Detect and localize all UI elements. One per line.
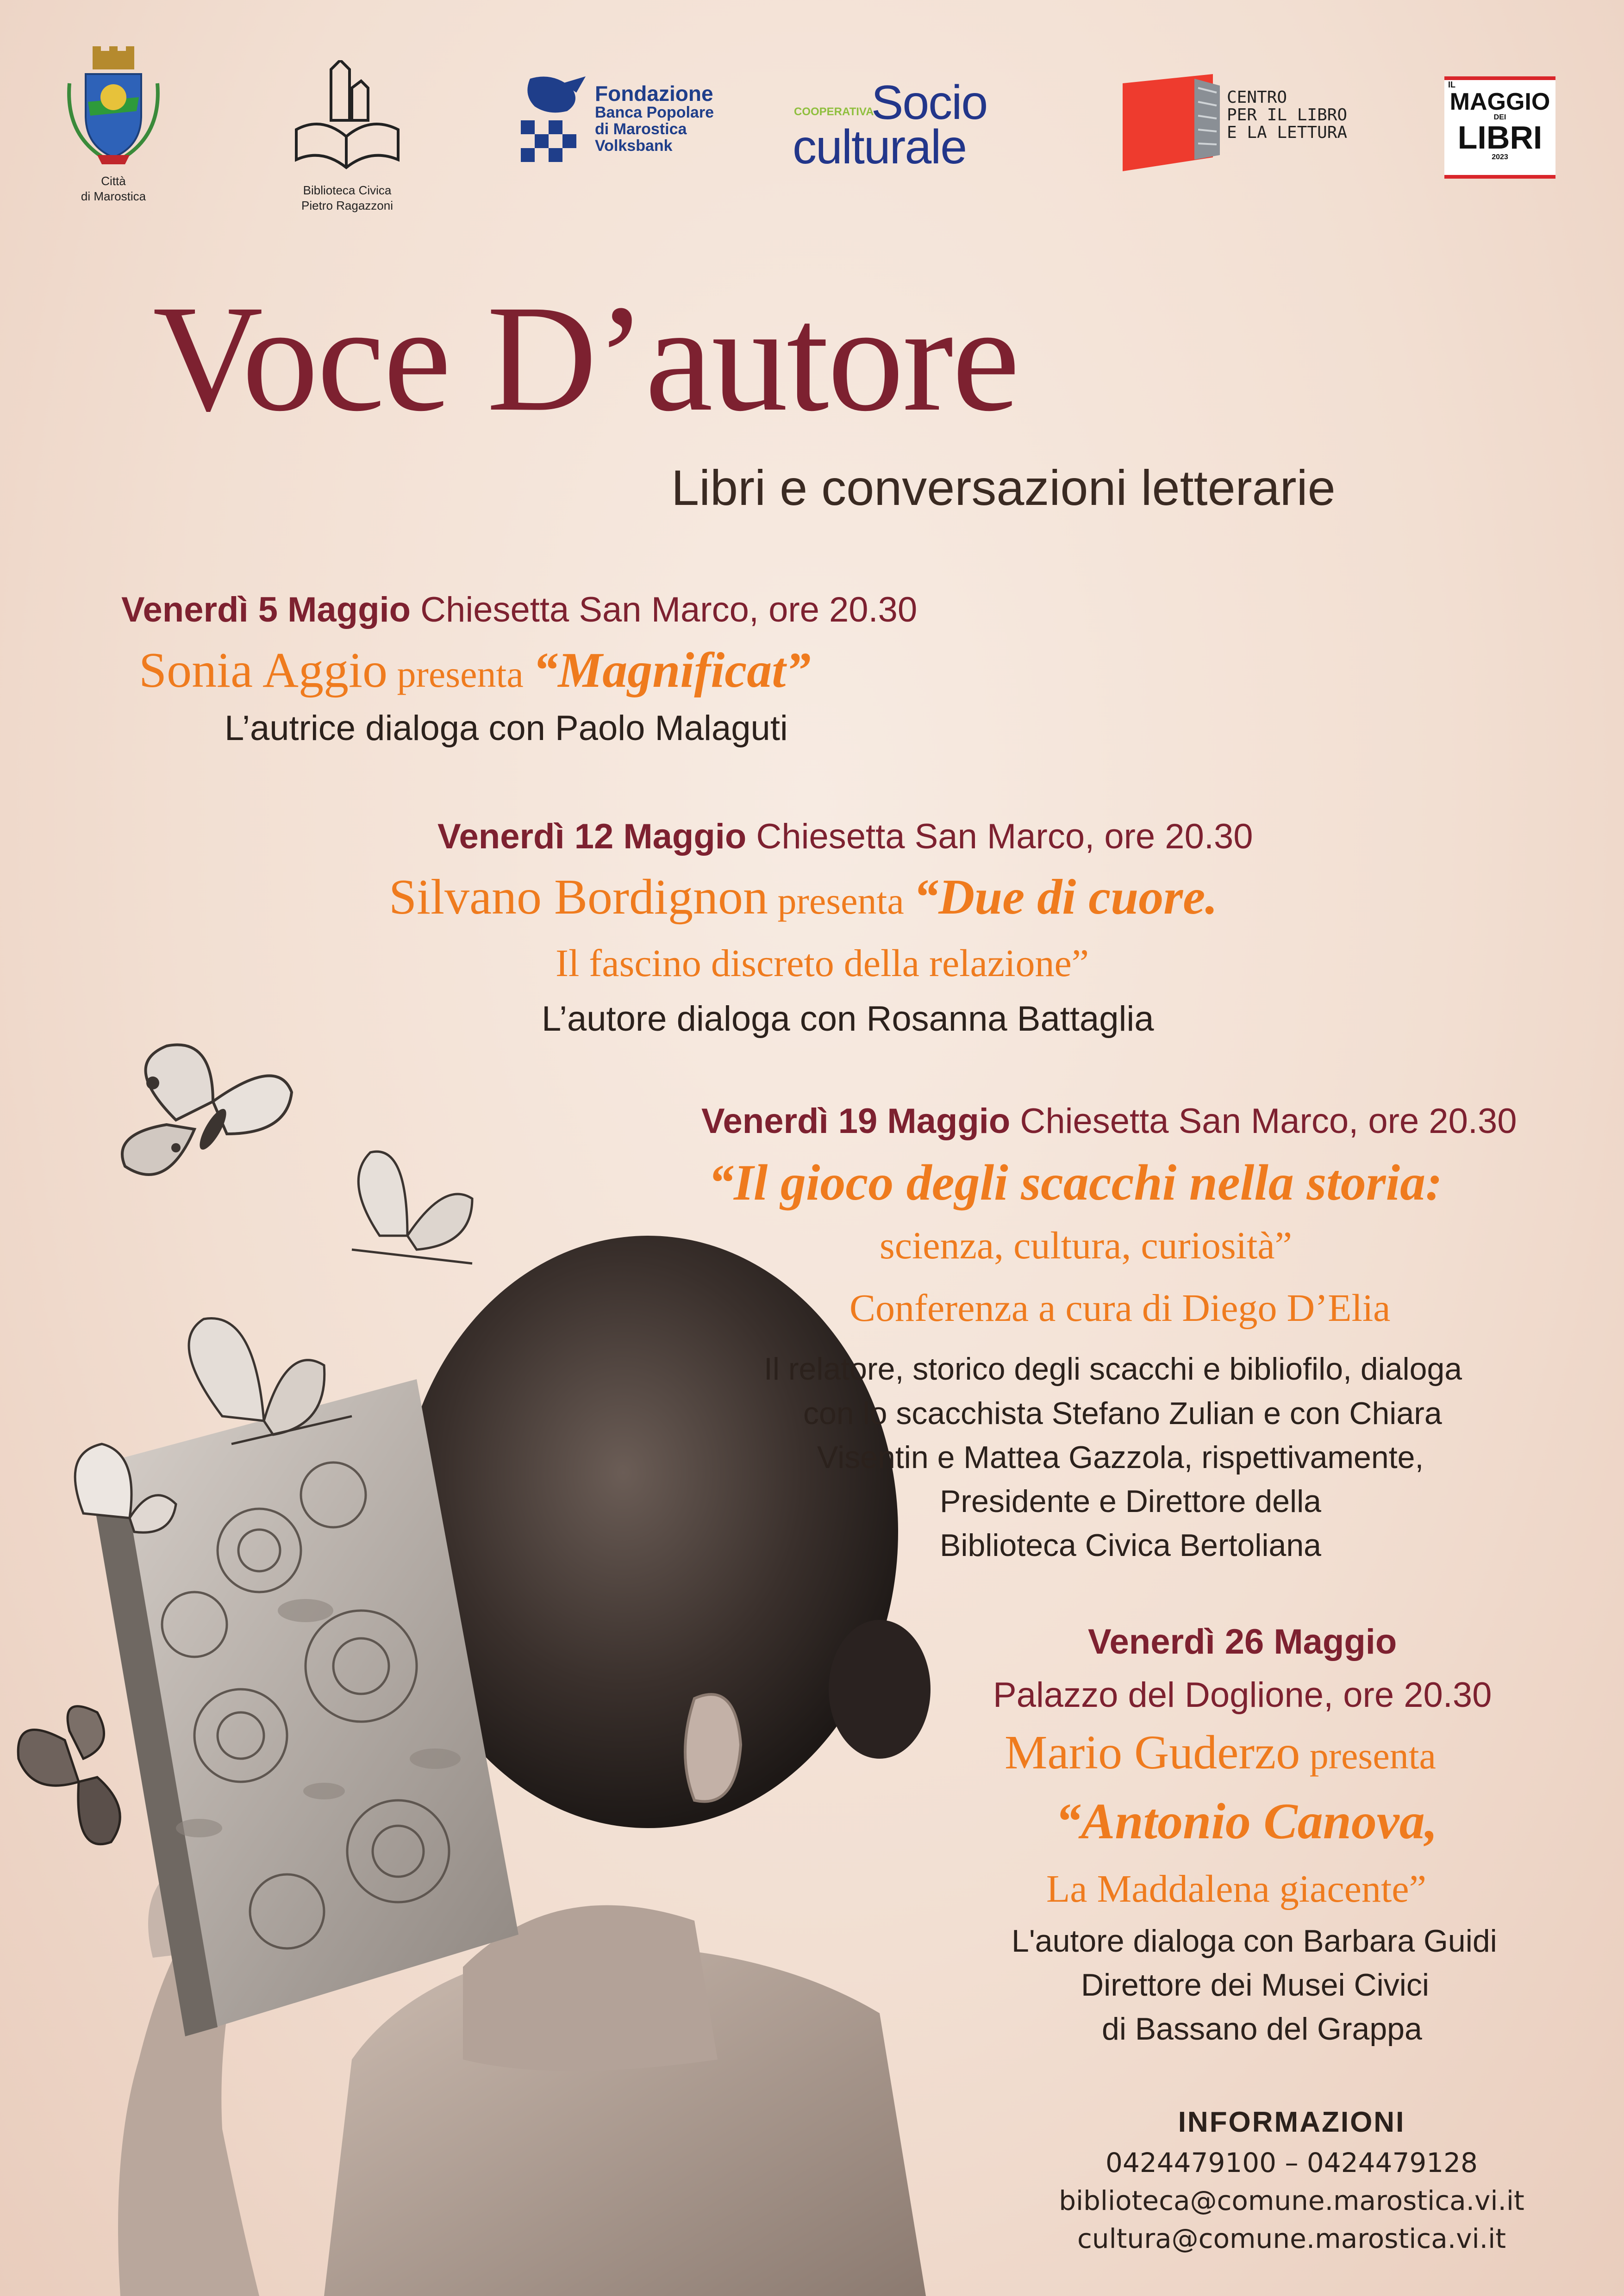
library-book-castle-icon [287, 60, 407, 171]
event-2-book-line1: “Due di cuore. [913, 870, 1218, 925]
info-email-cultura[interactable]: cultura@comune.marostica.vi.it [1077, 2223, 1506, 2254]
library-caption-line2: Pietro Ragazzoni [301, 198, 393, 212]
maggio-line5: 2023 [1492, 153, 1508, 161]
maggio-dei-libri-logo [1444, 76, 1555, 179]
event-4-venue: Palazzo del Doglione, ore 20.30 [993, 1675, 1492, 1715]
event-4-dialog-line1: L'autore dialoga con Barbara Guidi [1012, 1923, 1497, 1959]
event-3-desc-line4: Presidente e Direttore della [940, 1484, 1322, 1519]
city-caption-line1: Città [101, 174, 126, 188]
info-heading: INFORMAZIONI [1178, 2106, 1405, 2138]
event-3-conference: Conferenza a cura di Diego D’Elia [849, 1287, 1391, 1330]
event-3-desc-line1: Il relatore, storico degli scacchi e bibliofilo, dialoga [764, 1351, 1462, 1387]
fbp-line3: di Marostica [595, 120, 687, 138]
event-1-presenta: presenta [387, 653, 533, 695]
event-3-datetime [701, 1101, 1517, 1141]
event-2-venue: Chiesetta San Marco, ore 20.30 [746, 817, 1253, 856]
event-2-date: Venerdì 12 Maggio [437, 817, 747, 856]
city-caption-line2: di Marostica [81, 189, 146, 203]
event-1-presentation [139, 643, 811, 698]
library-caption-line1: Biblioteca Civica [303, 183, 392, 197]
butterfly-icon [18, 1706, 120, 1844]
cepell-line1: CENTRO [1227, 88, 1287, 107]
fondazione-lion-icon [516, 74, 590, 171]
event-4-book-line1: “Antonio Canova, [1056, 1793, 1438, 1849]
event-4-presentation [1005, 1726, 1436, 1779]
maggio-line3: DEI [1493, 113, 1506, 121]
info-phones: 0424479100 – 0424479128 [1106, 2147, 1478, 2178]
event-1-datetime [121, 592, 917, 628]
fbp-line2: Banca Popolare [595, 104, 714, 122]
event-2-author: Silvano Bordignon [389, 870, 768, 925]
cepell-line2: PER IL LIBRO [1227, 105, 1348, 124]
event-1-book: “Magnificat” [533, 643, 811, 698]
info-email-biblioteca[interactable]: biblioteca@comune.marostica.vi.it [1059, 2185, 1524, 2216]
event-3-title-line1: “Il gioco degli scacchi nella storia: [708, 1154, 1443, 1211]
event-1-dialog: L’autrice dialoga con Paolo Malaguti [225, 709, 788, 748]
event-4-book-line2: La Maddalena giacente” [1046, 1867, 1426, 1910]
event-1-date: Venerdì 5 Maggio [121, 590, 411, 629]
event-1-author: Sonia Aggio [139, 643, 388, 698]
page-subtitle: Libri e conversazioni letterarie [671, 460, 1336, 516]
fbp-line4: Volksbank [595, 137, 673, 155]
fbp-line1: Fondazione [595, 81, 713, 106]
event-4-dialog-line2: Direttore dei Musei Civici [1081, 1967, 1429, 2003]
event-3-venue: Chiesetta San Marco, ore 20.30 [1010, 1101, 1517, 1141]
coop-small-label: COOPERATIVA [794, 106, 874, 118]
cepell-book-icon [1116, 69, 1222, 176]
city-crest-icon [60, 46, 167, 167]
cepell-line3: E LA LETTURA [1227, 123, 1348, 142]
maggio-line4: LIBRI [1457, 119, 1543, 156]
event-3-desc-line2: con lo scacchista Stefano Zulian e con Chiara [803, 1396, 1442, 1431]
logo-strip [0, 0, 1624, 218]
event-4-presenta: presenta [1300, 1735, 1436, 1777]
event-3-title-line2: scienza, cultura, curiosità” [880, 1224, 1292, 1267]
event-4-date: Venerdì 26 Maggio [1088, 1622, 1397, 1661]
event-3-date: Venerdì 19 Maggio [701, 1101, 1011, 1141]
event-3-desc-line3: Visentin e Mattea Gazzola, rispettivamente, [817, 1440, 1424, 1475]
event-3-desc-line5: Biblioteca Civica Bertoliana [940, 1528, 1321, 1563]
event-4-author: Mario Guderzo [1005, 1726, 1300, 1779]
event-2-book-line2: Il fascino discreto della relazione” [556, 942, 1089, 985]
event-2-presentation [389, 870, 1218, 925]
event-2-dialog: L’autore dialoga con Rosanna Battaglia [542, 999, 1154, 1039]
event-2-presenta: presenta [768, 880, 914, 922]
butterfly-icon [352, 1151, 472, 1263]
coop-line1: Socio [871, 76, 987, 130]
maggio-line2: MAGGIO [1449, 88, 1550, 115]
event-1-venue: Chiesetta San Marco, ore 20.30 [411, 590, 918, 629]
coop-line2: culturale [793, 120, 967, 174]
info-block [995, 2106, 1588, 2254]
event-2-datetime [437, 819, 1253, 854]
page-title: Voce D’autore [153, 274, 1018, 443]
event-4-dialog-line3: di Bassano del Grappa [1102, 2011, 1422, 2047]
butterfly-icon [122, 1045, 292, 1175]
maggio-line1: IL [1448, 80, 1455, 89]
